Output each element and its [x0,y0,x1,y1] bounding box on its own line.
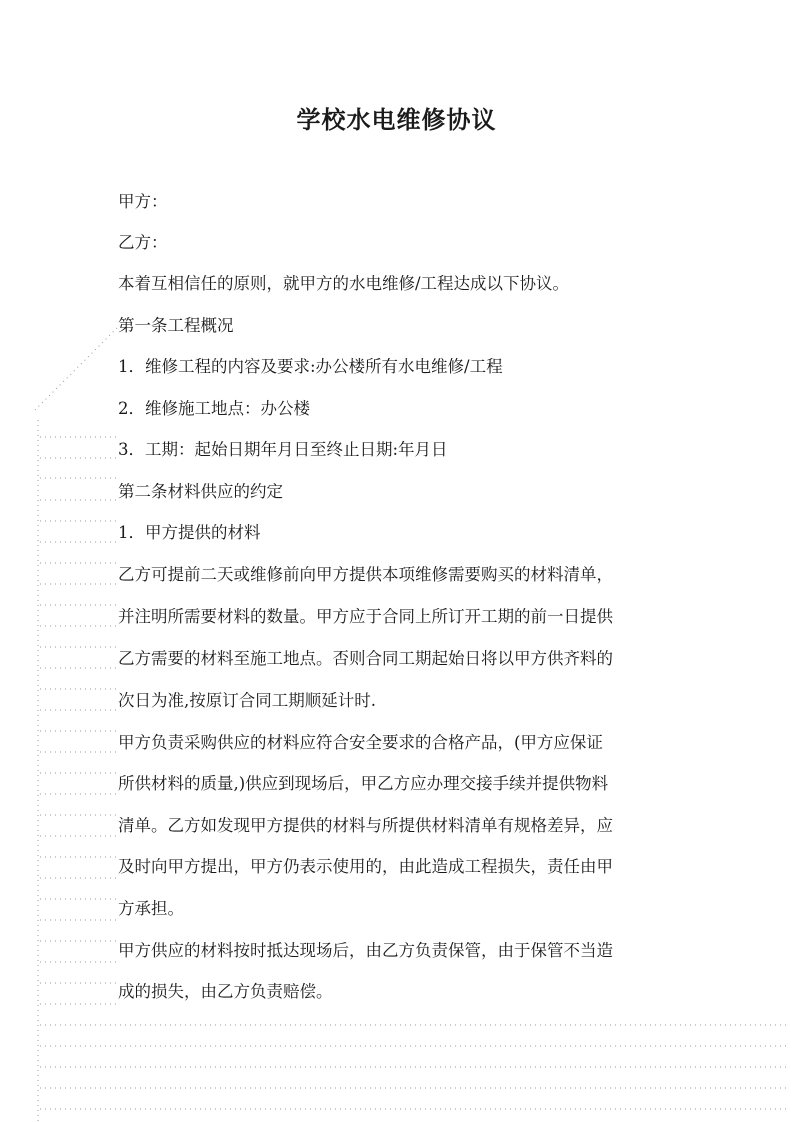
paragraph-line: 及时向甲方提出，甲方仍表示使用的，由此造成工程损失，责任由甲 [118,857,613,876]
article2-heading: 第二条材料供应的约定 [118,482,283,501]
paragraph-line: 次日为准,按原订合同工期顺延计时. [118,691,376,710]
paragraph-line: 甲方供应的材料按时抵达现场后，由乙方负责保管，由于保管不当造 [118,941,613,960]
paragraph-line: 所供材料的质量,)供应到现场后，甲乙方应办理交接手续并提供物料 [118,774,609,793]
article1-item-1: 1．维修工程的内容及要求:办公楼所有水电维修/工程 [118,357,503,376]
paragraph-line: 乙方可提前二天或维修前向甲方提供本项维修需要购买的材料清单， [118,565,613,584]
paragraph-line: 清单。乙方如发现甲方提供的材料与所提供材料清单有规格差异，应 [118,816,613,835]
paragraph-line: 并注明所需要材料的数量。甲方应于合同上所订开工期的前一日提供 [118,607,613,626]
paragraph-line: 乙方需要的材料至施工地点。否则合同工期起始日将以甲方供齐料的 [118,649,613,668]
article1-heading: 第一条工程概况 [118,316,234,335]
article1-item-3: 3．工期：起始日期年月日至终止日期:年月日 [118,440,448,459]
paragraph-line: 成的损失，由乙方负责赔偿。 [118,982,333,1001]
paragraph-line: 方承担。 [118,899,184,918]
party-a-line: 甲方： [118,192,168,211]
article1-item-2: 2．维修施工地点：办公楼 [118,399,310,418]
document-title: 学校水电维修协议 [296,105,497,134]
intro-paragraph: 本着互相信任的原则，就甲方的水电维修/工程达成以下协议。 [118,274,570,293]
article2-item-1: 1．甲方提供的材料 [118,523,261,542]
paragraph-line: 甲方负责采购供应的材料应符合安全要求的合格产品，(甲方应保证 [118,733,603,752]
party-b-line: 乙方： [118,233,168,252]
